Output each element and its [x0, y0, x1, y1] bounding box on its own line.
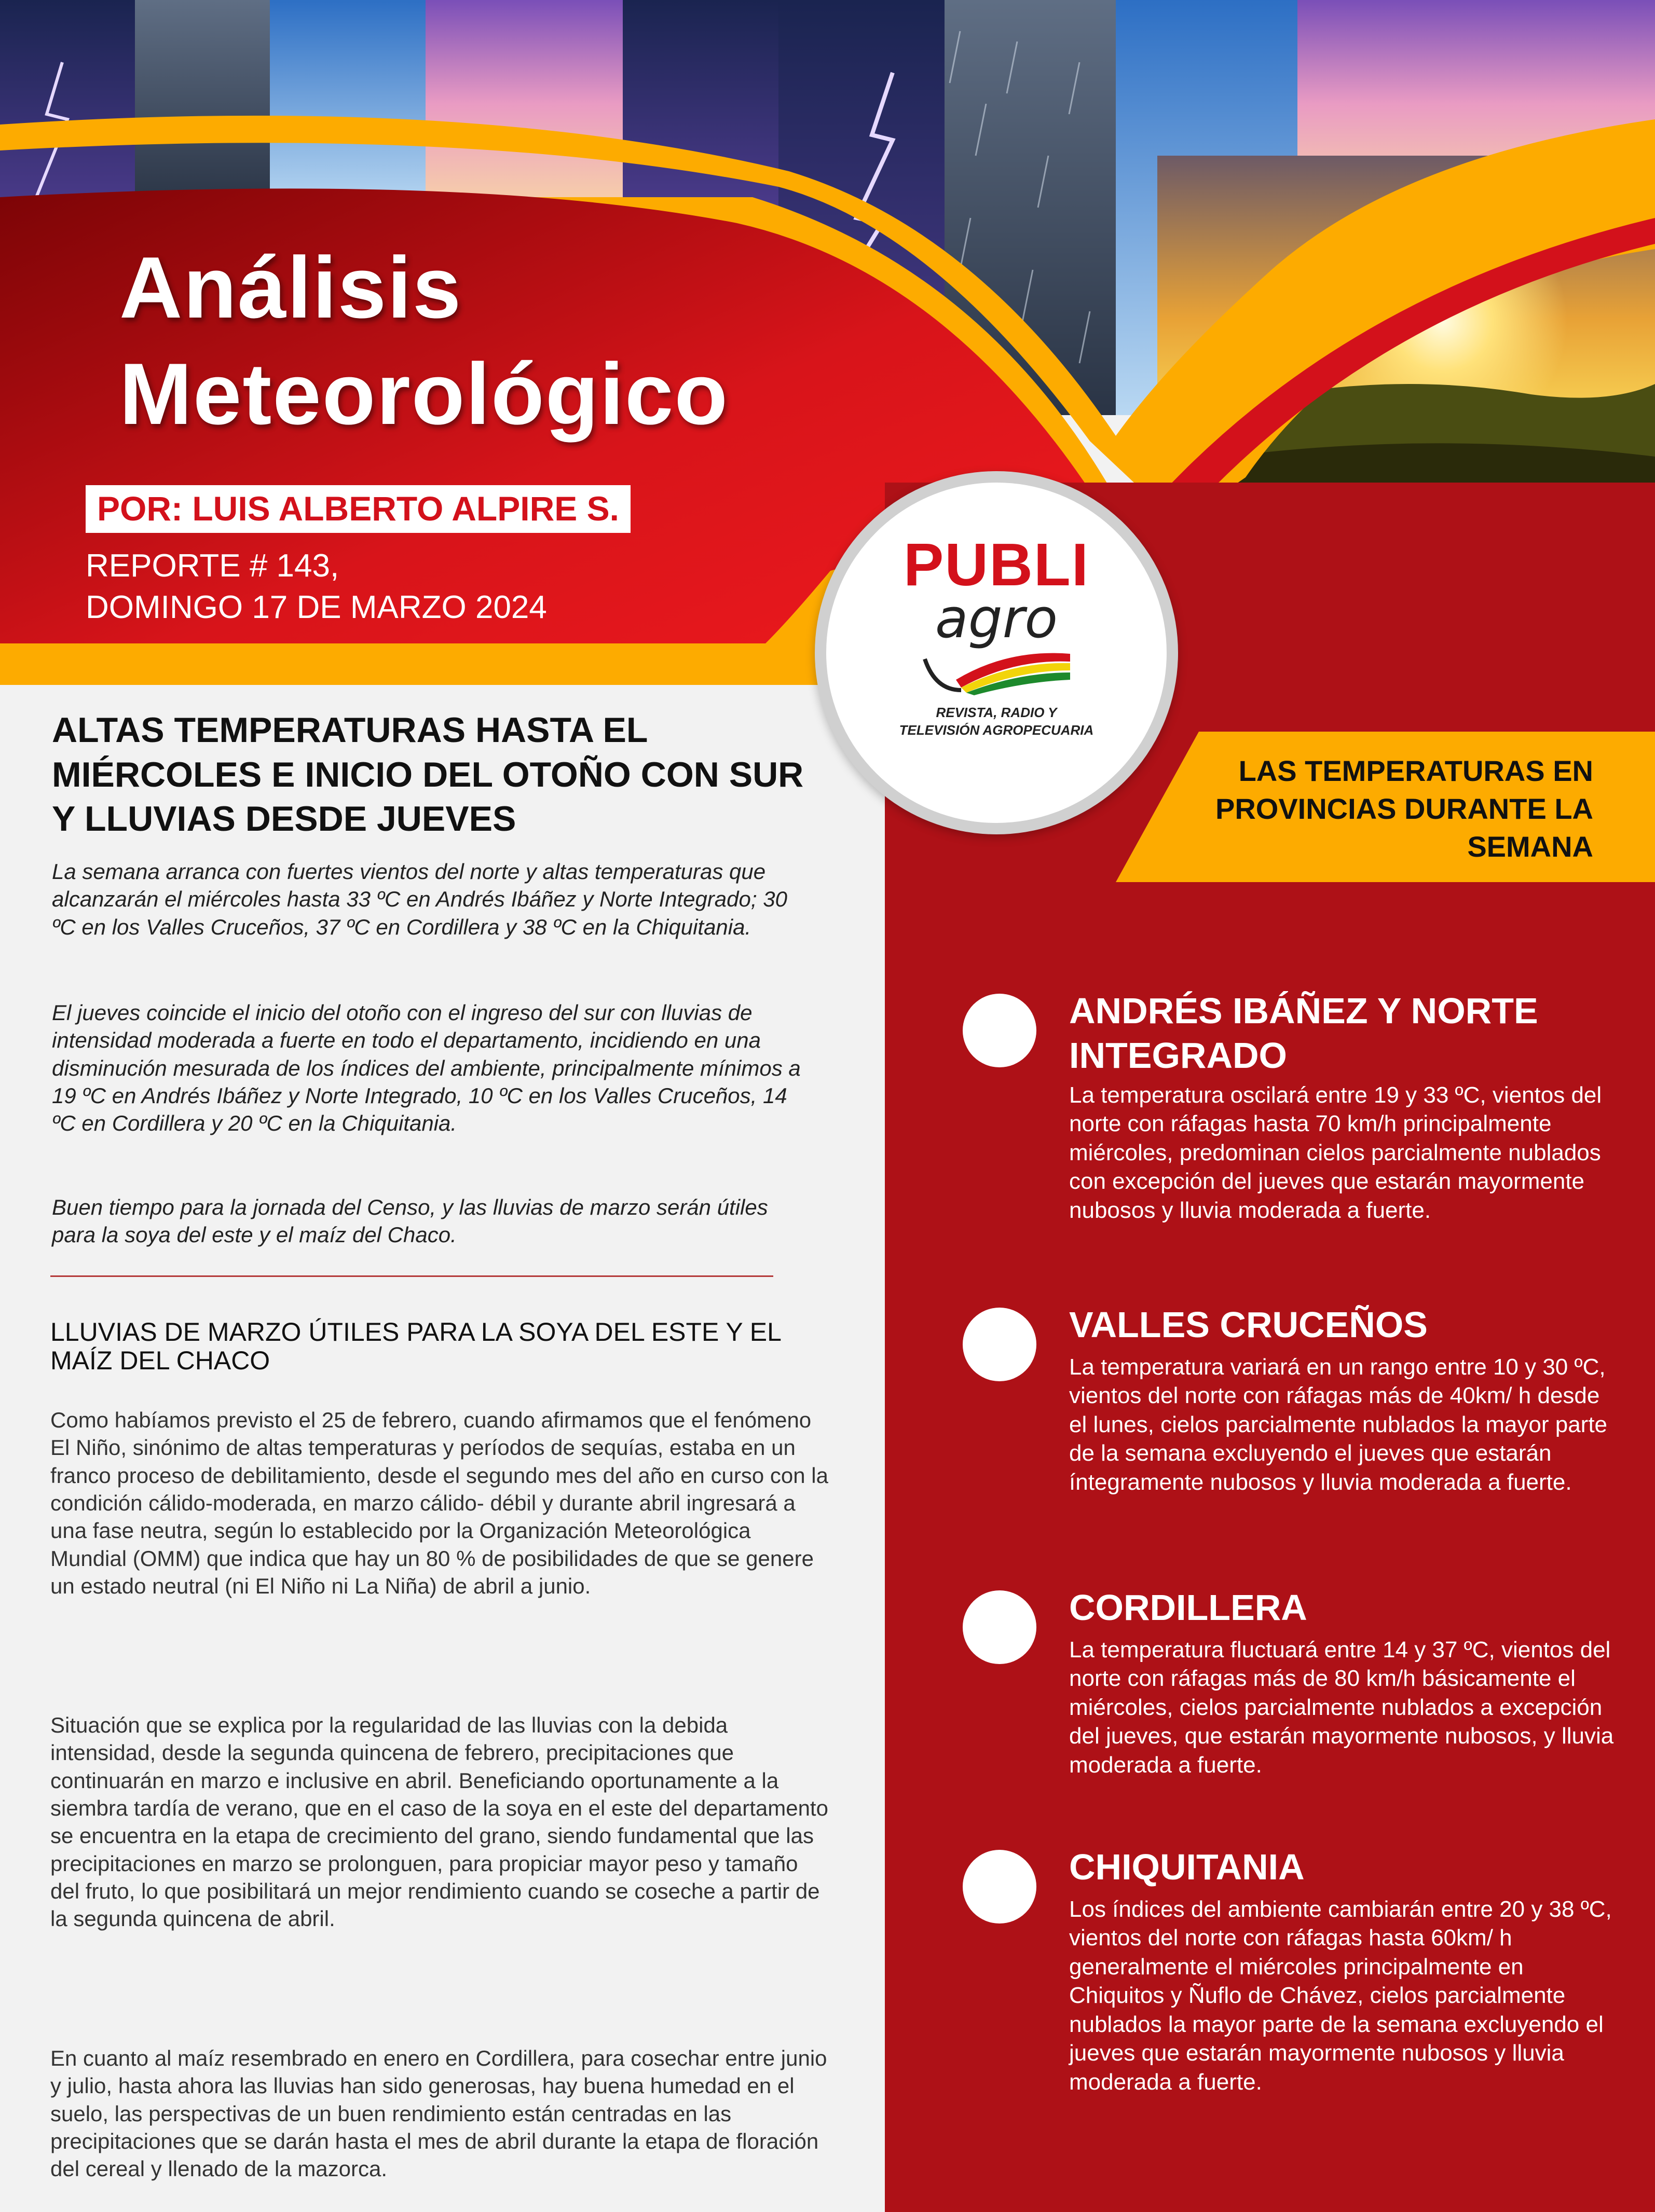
- body-paragraph-3: En cuanto al maíz resembrado en enero en Cordillera, para cosechar entre junio y julio, hasta ahora las lluvias han sido generosas, hay buena humedad en el suelo, las perspectivas de un buen rendimiento están centradas en las precipitaciones que se darán hasta el mes de abril durante la etapa de floración del cereal y llenado de la mazorca.: [50, 2046, 827, 2181]
- provinces-banner-title: LAS TEMPERATURAS EN PROVINCIAS DURANTE LA SEMANA: [1215, 754, 1593, 863]
- logo-tagline-line1: REVISTA, RADIO Y: [936, 705, 1057, 720]
- report-date: DOMINGO 17 DE MARZO 2024: [86, 589, 547, 625]
- region-title: ANDRÉS IBÁÑEZ Y NORTE INTEGRADO: [1069, 991, 1538, 1076]
- bullet-circle-icon: [963, 1590, 1036, 1664]
- author-label: POR: LUIS ALBERTO ALPIRE S.: [86, 485, 631, 533]
- region-title: VALLES CRUCEÑOS: [1069, 1304, 1428, 1345]
- intro-paragraph-2: El jueves coincide el inicio del otoño con el ingreso del sur con lluvias de intensidad moderada a fuerte en todo el departamento, incidiendo en una disminución mesurada de los índices del ambiente, principalmente mínimos a 19 ºC en Andrés Ibáñez y Norte Integrado, 10 ºC en los Valles Cruceños, 14 ºC en Cordillera y 20 ºC en la Chiquitania.: [52, 1000, 801, 1136]
- region-text: La temperatura variará en un rango entre 10 y 30 ºC, vientos del norte con ráfagas más de 40km/ h desde el lunes, cielos parcialmente nublados la mayor parte de la semana excluyendo el jueves que estarán íntegramente nubosos y lluvia moderada a fuerte.: [1069, 1354, 1608, 1495]
- intro-paragraph-1: La semana arranca con fuertes vientos del norte y altas temperaturas que alcanzarán el miércoles hasta 33 ºC en Andrés Ibáñez y Norte Integrado; 30 ºC en los Valles Cruceños, 37 ºC en Cordillera y 38 ºC en la Chiquitania.: [52, 859, 787, 939]
- report-number: REPORTE # 143,: [86, 548, 339, 584]
- page-title-line1: Análisis: [119, 239, 462, 336]
- publiagro-logo: [815, 471, 1178, 834]
- region-title: CHIQUITANIA: [1069, 1847, 1305, 1887]
- page-title-line2: Meteorológico: [119, 345, 729, 443]
- region-title: CORDILLERA: [1069, 1587, 1307, 1628]
- bullet-circle-icon: [963, 1308, 1036, 1381]
- logo-brand-bottom: agro: [935, 587, 1058, 650]
- section-divider: [50, 1275, 773, 1277]
- body-paragraph-1: Como habíamos previsto el 25 de febrero, cuando afirmamos que el fenómeno El Niño, sinónimo de altas temperaturas y períodos de sequías, estaba en un franco proceso de debilitamiento, desde el segundo mes del año en curso con la condición cálido-moderada, en marzo cálido- débil y durante abril ingresará a una fase neutra, según lo establecido por la Organización Meteorológica Mundial (OMM) que indica que hay un 80 % de posibilidades de que se genere un estado neutral (ni El Niño ni La Niña) de abril a junio.: [50, 1408, 828, 1598]
- logo-brand-top: PUBLI: [904, 531, 1089, 598]
- region-text: La temperatura oscilará entre 19 y 33 ºC, vientos del norte con ráfagas hasta 70 km/h principalmente miércoles, predominan cielos parcialmente nublados con excepción del jueves que estarán mayormente nubosos y lluvia moderada a fuerte.: [1069, 1082, 1602, 1223]
- bullet-circle-icon: [963, 994, 1036, 1067]
- flag-swoosh-icon: [914, 638, 1080, 695]
- body-paragraph-2: Situación que se explica por la regularidad de las lluvias con la debida intensidad, desde la segunda quincena de febrero, precipitaciones que continuarán en marzo e inclusive en abril. Beneficiando oportunamente a la siembra tardía de verano, que en el caso de la soya en el este del departamento se encuentra en la etapa de crecimiento del grano, siendo fundamental que las precipitaciones en marzo se prolonguen, para propiciar mayor peso y tamaño del fruto, lo que posibilitará un mejor rendimiento cuando se coseche a partir de la segunda quincena de abril.: [50, 1713, 828, 1931]
- bullet-circle-icon: [963, 1850, 1036, 1924]
- region-text: La temperatura fluctuará entre 14 y 37 ºC, vientos del norte con ráfagas más de 80 km/h básicamente el miércoles, cielos parcialmente nublados a excepción del jueves, que estarán mayormente nubosos, y lluvia moderada a fuerte.: [1069, 1637, 1614, 1778]
- intro-paragraph-3: Buen tiempo para la jornada del Censo, y las lluvias de marzo serán útiles para la soya del este y el maíz del Chaco.: [52, 1195, 768, 1247]
- article-headline: ALTAS TEMPERATURAS HASTA EL MIÉRCOLES E INICIO DEL OTOÑO CON SUR Y LLUVIAS DESDE JUEVES: [52, 710, 804, 839]
- logo-tagline-line2: TELEVISIÓN AGROPECUARIA: [899, 722, 1094, 738]
- region-text: Los índices del ambiente cambiarán entre 20 y 38 ºC, vientos del norte con ráfagas hasta 60km/ h generalmente el miércoles principalmente en Chiquitos y Ñuflo de Chávez, cielos parcialmente nublados la mayor parte de la semana excluyendo el jueves que estarán mayormente nubosos y lluvia moderada a fuerte.: [1069, 1897, 1612, 2095]
- section-subheading: LLUVIAS DE MARZO ÚTILES PARA LA SOYA DEL ESTE Y EL MAÍZ DEL CHACO: [50, 1317, 781, 1375]
